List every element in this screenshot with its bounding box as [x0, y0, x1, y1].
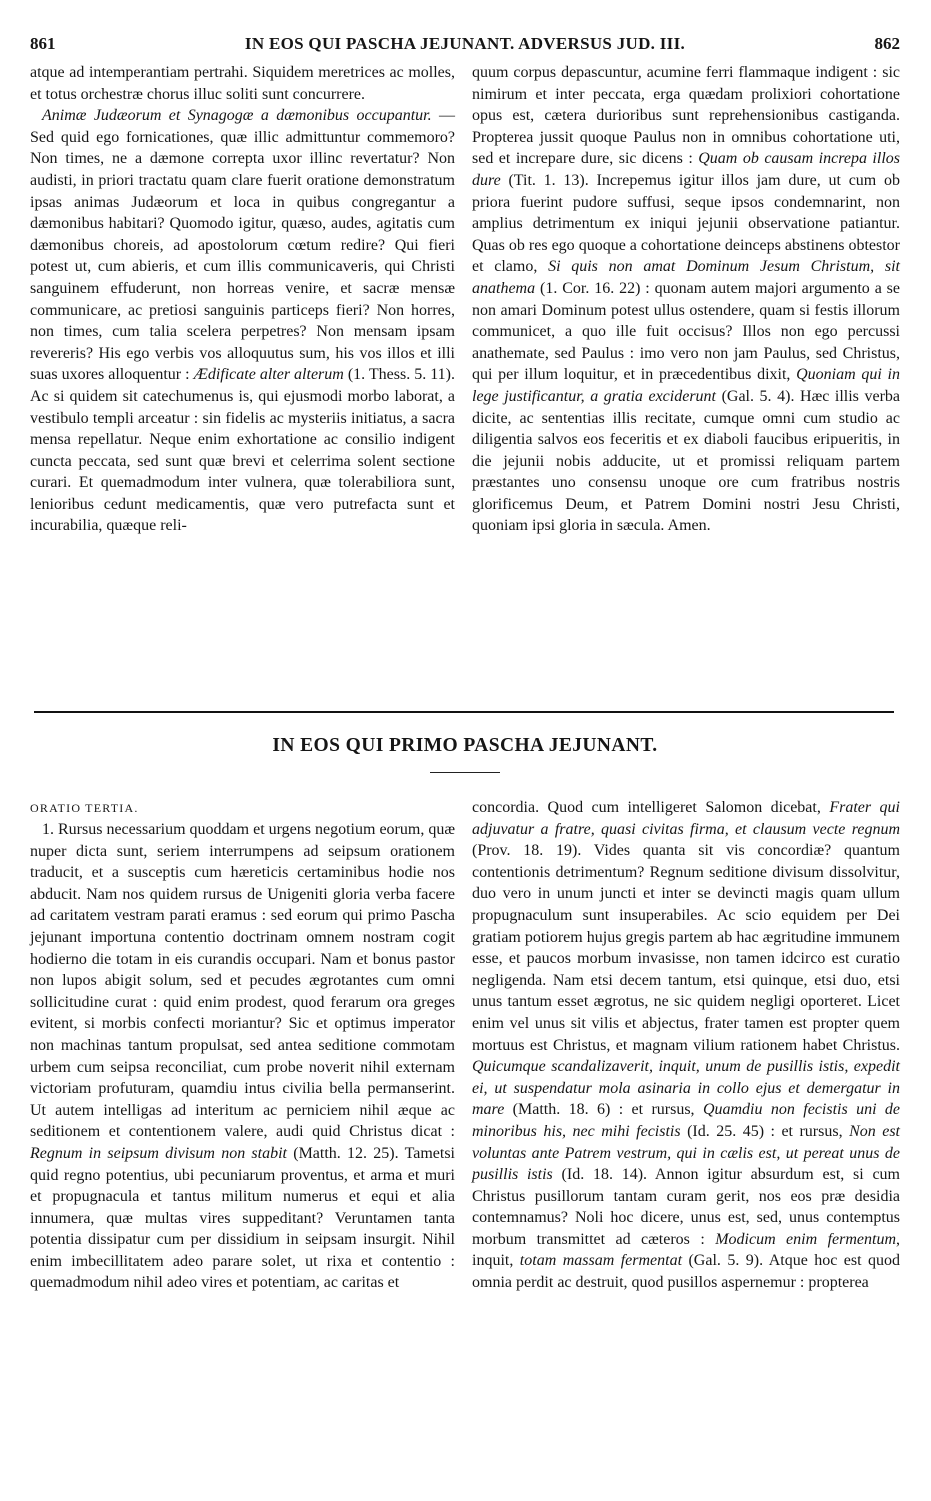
text-run: , inquit, — [472, 1230, 900, 1270]
scripture-citation: Quam ob causam increpa illos dure — [472, 150, 900, 189]
page-number-left: 861 — [30, 34, 56, 53]
oration-subtitle: ORATIO TERTIA. — [30, 801, 139, 815]
scripture-citation: totam massam fermentat — [519, 1252, 683, 1270]
scripture-citation: Si quis non amat Dominum Jesum Christum, sit anathema — [472, 258, 900, 297]
text-run: concordia. Quod cum intelligeret Salomon dicebat, — [472, 799, 830, 816]
text-run: (1. Thess. 5. 11). Ac si quidem sit catechumenus is, qui ejusmodi morbo laborat, a vestibulo templi arceatur : sin fidelis ac mysteriis initiatus, a sacra mensa repellatur. Neque enim exhortatione ac consilio indigent cuncta peccata, sed sunt quæ brevi et celerrima solent sectione curari. Et quemadmodum inter vulnera, quæ tolerabiliora sunt, lenioribus cedunt medicamentis, quæ vero putrefacta sunt et incurabilia, quæque reli- — [30, 366, 455, 535]
top-right-column — [472, 62, 900, 537]
paragraph — [472, 62, 900, 537]
text-run: (1. Cor. 16. 22) : quonam autem majori argumento a se non amari Dominum potest ullus ostendere, quam si festis illorum communicet, a quo ille fuit occisus? Illos non ego percussi anathemate, sed Paulus : imo vero non jam Paulus, sed Christus, qui per illum loquitur, et in præcedentibus dixit, — [472, 279, 900, 384]
text-run: (Prov. 18. 19). Vides quanta sit vis concordiæ? quantum contentionis detrimentum? Regnum seditione divisum dissolvitur, duo vero in unum juncti et inter se devincti magis quam ullum propugnaculum sunt insuperabiles. Ac scio equidem per Dei gratiam potiorem hujus gregis partem ab hac ægritudine immunem esse, et paucos morbum invasisse, non tamen idcirco est curatio negligenda. Nam etsi decem tantum, etsi quinque, etsi duo, etsi unus tantum esset ægrotus, ne sic quidem negligi oporteret. Licet enim vel unus sit vilis et abjectus, frater tamen est propter quem mortuus est Christus, et magnam vilium rationem habet Christus. — [472, 842, 900, 1054]
text-run: (Matth. 18. 6) : et rursus, — [504, 1101, 703, 1119]
scripture-citation: Ædificate alter alterum — [193, 366, 344, 384]
text-run: quum corpus depascuntur, acumine ferri flammaque indigent : sic nimirum et inter peccata, erga quædam prolixiori cohortatione opus est, cætera durioribus sunt reprehensionibus castiganda. Propterea jussit quoque Paulus non in omnibus cohortatione uti, sed et increpare dure, sic dicens : — [472, 64, 900, 168]
bottom-right-column — [472, 797, 900, 1294]
text-run: (Gal. 5. 4). Hæc illis verba dicite, ac sententias illis recitate, cumque omni cum studio ac diligentia salvos eos feceritis et ex diaboli faucibus eripueritis, in die jejunii nobis adducite, ut et promissi reliquam partem præstantes uno consensu unoque ore cum fratribus nostris glorificemus Deum, et Patrem Domini nostri Jesu Christi, quoniam ipsi gloria in sæcula. Amen. — [472, 387, 900, 535]
paragraph — [30, 105, 455, 537]
running-header — [30, 34, 900, 62]
section-divider — [34, 711, 894, 713]
bottom-left-column — [30, 797, 455, 1294]
page-number-right: 862 — [874, 34, 900, 53]
text-run: (Tit. 1. 13). Increpemus igitur illos jam dure, ut cum ob priora fuerint pudore suffusi, seque ipsos condemnarint, non amplius detrimentum ex iniqui jejunii observatione patiantur. Quas ob res ego quoque a cohortatione deinceps abstinens obtestor et clamo, — [472, 171, 900, 276]
title-underline — [430, 772, 500, 773]
paragraph — [30, 819, 455, 1294]
running-title: IN EOS QUI PASCHA JEJUNANT. ADVERSUS JUD. III. — [244, 34, 686, 53]
scripture-citation: Regnum in seipsum divisum non stabit — [30, 1144, 287, 1162]
scripture-citation: Modicum enim fermentum — [715, 1230, 896, 1248]
paragraph: atque ad intemperantiam pertrahi. Siquidem meretrices ac molles, et totus orchestræ chorus illuc soliti sunt concurrere. — [30, 64, 455, 103]
top-left-column — [30, 62, 455, 537]
text-run: — Sed quid ego fornicationes, quæ illic admittuntur commemoro? Non times, ne a dæmone correpta uxor illinc revertatur? Non audisti, in priori tractatu quam clare fuerit oratione demonstratum ipsas animas Judæorum et loca in quibus congregantur a dæmonibus habitari? Quomodo igitur, quæso, audes, agitatis cum dæmonibus choreis, ad apostolorum cœtum redire? Qui fieri potest ut, cum abieris, et cum illis communicaveris, qui Christi sanguinem effuderunt, non horreas venire, et sacræ mensæ communicare, ac pretiosi sanguinis particeps fieri? Non horres, non times, cum talia scelera perpetres? Non mensam ipsam revereris? His ego verbis vos alloquutus sum, his vos illos et illi suas uxores alloquentur : — [30, 107, 456, 384]
text-run: (Id. 25. 45) : et rursus, — [680, 1122, 850, 1140]
section-title: IN EOS QUI PRIMO PASCHA JEJUNANT. — [272, 735, 658, 756]
text-run: (Gal. 5. 9). Atque hoc est quod omnia perdit ac destruit, quod pusillos aspernemur : propterea — [472, 1252, 901, 1292]
scripture-citation: Quoniam qui in lege justificantur, a gratia exciderunt — [472, 366, 900, 405]
text-run: (Matth. 12. 25). Tametsi quid regno potentius, ubi pecuniarum proventus, et arma et muri et propugnacula et tantus militum numerus et equi et alia innumera, quæ multas vires suppeditant? Veruntamen tanta potentia dissipatur cum per dissidium in seipsam insurgit. Nihil enim imbecillitatem adeo parare solet, ut rixa et contentio : quemadmodum nihil adeo vires et potentiam, ac caritas et — [30, 1144, 455, 1292]
paragraph — [472, 797, 900, 1294]
text-run: 1. Rursus necessarium quoddam et urgens negotium eorum, quæ nuper dicta sunt, seriem interrumpens ad seipsum orationem traducit, et a susceptis cum hæreticis certaminibus hodie nos abducit. Nam nos quidem rursus de Unigeniti gloria verba facere ad caritatem vestram parati eramus : sed eorum qui primo Pascha jejunant importuna contentio doctrinam omnem nostram cogit hodierno die totam in eis curandis occupari. Nam et bonus pastor non lupos abigit solum, sed et pecudes ægrotantes cum omni sollicitudine curat : quid enim prodest, quod ferarum ora greges evitent, si morbis confecti moriantur? Sic et optimus imperator non machinas tantum propulsat, sed antea seditione commotam urbem cum seipsa reconciliat, cum probe noverit nihil externam victoriam profuturam, quamdiu intus civilia bella permanserint. Ut autem intelligas ad interitum ac perniciem nihil æque ac seditionem et contentionem valere, audi quid Christus dicat : — [30, 821, 455, 1141]
scripture-citation: Quicumque scandalizaverit, inquit, unum de pusillis istis, expedit ei, ut suspendatur mola asinaria in collo ejus et demergatur in mare — [472, 1058, 900, 1119]
scripture-citation: Quamdiu non fecistis uni de minoribus his, nec mihi fecistis — [472, 1101, 900, 1140]
scripture-citation: Non est voluntas ante Patrem vestrum, qui in cælis est, ut pereat unus de pusillis istis — [472, 1122, 900, 1184]
scripture-citation: Frater qui adjuvatur a fratre, quasi civitas firma, et clausum vecte regnum — [472, 799, 901, 838]
section-heading: Animæ Judæorum et Synagogæ a dæmonibus occupantur. — [42, 107, 432, 125]
text-run: (Id. 18. 14). Annon igitur absurdum est, si cum Christus pusillorum tantam curam gerit, nos eos præ desidia contemnamus? Noli hoc dicere, unus est, sed, unus contemptus morbum transmittet ad cæteros : — [472, 1166, 900, 1248]
